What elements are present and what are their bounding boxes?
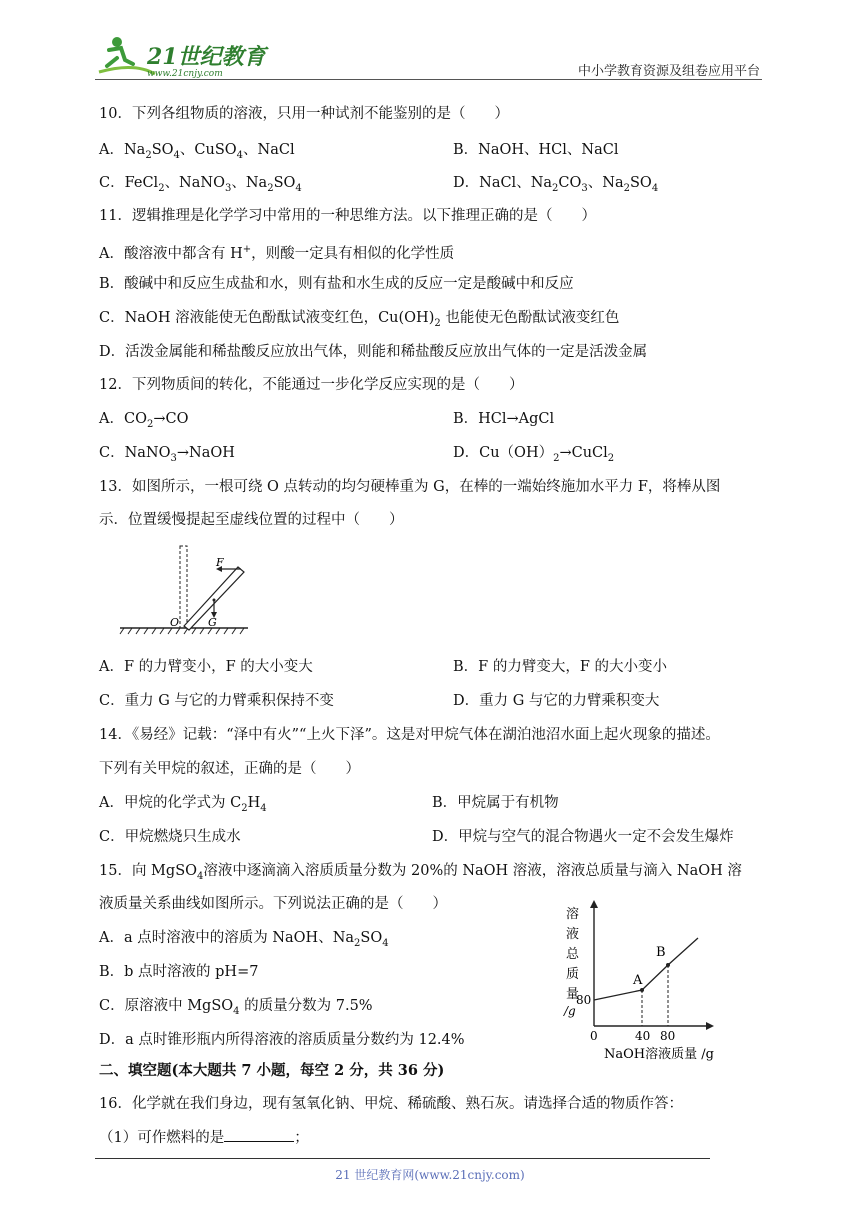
label-g: G bbox=[208, 616, 217, 629]
section-2-title: 二、填空题(本大题共 7 小题，每空 2 分，共 36 分) bbox=[99, 1062, 445, 1079]
header-divider bbox=[95, 79, 762, 80]
q10-option-a[interactable]: A．$Na_2SO_4$、CuSO$_4$、NaCl bbox=[99, 142, 295, 161]
q12-option-b[interactable]: B．HCl→AgCl bbox=[453, 411, 555, 427]
mass-graph bbox=[560, 898, 732, 1063]
q15-stem-line2: 液质量关系曲线如图所示。下列说法正确的是（ ） bbox=[99, 896, 447, 912]
q14-stem-line2: 下列有关甲烷的叙述，正确的是（ ） bbox=[99, 761, 360, 777]
xlabel: NaOH溶液质量 /g bbox=[604, 1047, 714, 1062]
q15-option-a[interactable]: A．a 点时溶液中的溶质为 NaOH、$Na_2SO_4$ bbox=[99, 930, 389, 949]
ylabel-unit: /g bbox=[564, 1004, 576, 1018]
lever-figure bbox=[118, 542, 254, 638]
y-tick-80: 80 bbox=[576, 993, 592, 1007]
platform-name: 中小学教育资源及组卷应用平台 bbox=[577, 64, 760, 79]
q15-option-d[interactable]: D．a 点时锥形瓶内所得溶液的溶质质量分数约为 12.4% bbox=[99, 1032, 465, 1048]
x-tick-40: 40 bbox=[635, 1029, 651, 1043]
q13-option-b[interactable]: B．F 的力臂变大，F 的大小变小 bbox=[453, 659, 667, 675]
footer-divider bbox=[95, 1158, 710, 1159]
q14-stem-line1: 14．《易经》记载：“泽中有火”“上火下泽”。这是对甲烷气体在湖泊池沼水面上起火现象的描述。 bbox=[99, 727, 720, 743]
q14-option-c[interactable]: C．甲烷燃烧只生成水 bbox=[99, 829, 241, 845]
footer-text[interactable]: 21 世纪教育网(www.21cnjy.com) bbox=[335, 1168, 525, 1182]
q12-option-a[interactable]: A．$CO_2\to CO$ bbox=[99, 411, 189, 430]
q12-option-c[interactable]: C．NaNO$_3$→NaOH bbox=[99, 445, 235, 464]
ylabel-char-5: 量 bbox=[566, 987, 580, 1002]
q13-option-a[interactable]: A．F 的力臂变小，F 的大小变大 bbox=[99, 659, 313, 675]
q13-stem-line1: 13．如图所示，一根可绕 O 点转动的均匀硬棒重为 G，在棒的一端始终施加水平力 F，将棒从图 bbox=[99, 479, 721, 495]
q10-option-d[interactable]: D．NaCl、$Na_2CO_3$、$Na_2SO_4$ bbox=[453, 175, 659, 194]
site-logo[interactable] bbox=[95, 32, 295, 84]
logo-text: 21世纪教育 bbox=[147, 44, 266, 70]
q15-option-b[interactable]: B．b 点时溶液的 pH=7 bbox=[99, 964, 259, 980]
q11-option-a[interactable]: A．酸溶液中都含有 H+，则酸一定具有相似的化学性质 bbox=[99, 244, 455, 262]
q10-option-b[interactable]: B．NaOH、HCl、NaCl bbox=[453, 142, 619, 158]
q11-option-b[interactable]: B．酸碱中和反应生成盐和水，则有盐和水生成的反应一定是酸碱中和反应 bbox=[99, 276, 574, 292]
ylabel-char-4: 质 bbox=[566, 967, 580, 982]
ylabel-char-1: 溶 bbox=[566, 907, 580, 922]
q11-option-c[interactable]: C．NaOH 溶液能使无色酚酞试液变红色，$Cu(OH)_2$ 也能使无色酚酞试液变红色 bbox=[99, 310, 620, 329]
x-tick-80: 80 bbox=[660, 1029, 676, 1043]
label-o: O bbox=[170, 616, 180, 629]
point-b-label: B bbox=[656, 945, 666, 960]
ylabel-char-2: 液 bbox=[566, 927, 580, 942]
q10-stem: 10．下列各组物质的溶液，只用一种试剂不能鉴别的是（ ） bbox=[99, 106, 509, 122]
logo-url: www.21cnjy.com bbox=[147, 69, 223, 79]
q13-stem-line2: 示．位置缓慢提起至虚线位置的过程中（ ） bbox=[99, 512, 404, 528]
q13-option-c[interactable]: C．重力 G 与它的力臂乘积保持不变 bbox=[99, 693, 334, 709]
q13-option-d[interactable]: D．重力 G 与它的力臂乘积变大 bbox=[453, 693, 660, 709]
point-a-label: A bbox=[633, 973, 643, 988]
q16-sub1-blank[interactable] bbox=[224, 1127, 294, 1142]
ylabel-char-3: 总 bbox=[566, 947, 580, 962]
q12-option-d[interactable]: D．$Cu(OH)_2\to CuCl_2$ bbox=[453, 445, 615, 464]
q16-stem: 16．化学就在我们身边，现有氢氧化钠、甲烷、稀硫酸、熟石灰。请选择合适的物质作答： bbox=[99, 1096, 683, 1112]
q11-option-d[interactable]: D．活泼金属能和稀盐酸反应放出气体，则能和稀盐酸反应放出气体的一定是活泼金属 bbox=[99, 344, 648, 360]
q14-option-b[interactable]: B．甲烷属于有机物 bbox=[432, 795, 559, 811]
label-f: F bbox=[216, 556, 224, 569]
q15-stem-line1: 15．向 MgSO$_4$溶液中逐滴滴入溶质质量分数为 20%的 NaOH 溶液，溶液总质量与滴入 NaOH 溶 bbox=[99, 863, 742, 882]
q11-stem: 11．逻辑推理是化学学习中常用的一种思维方法。以下推理正确的是（ ） bbox=[99, 208, 596, 224]
q15-option-c[interactable]: C．原溶液中 MgSO$_4$ 的质量分数为 7.5% bbox=[99, 998, 373, 1017]
q16-sub1: （1）可作燃料的是 ； bbox=[99, 1127, 309, 1148]
q10-option-c[interactable]: C．FeCl$_2$、NaNO$_3$、$Na_2SO_4$ bbox=[99, 175, 302, 194]
q14-option-a[interactable]: A．甲烷的化学式为 $C_2H_4$ bbox=[99, 795, 267, 814]
origin-label: 0 bbox=[590, 1029, 598, 1043]
q14-option-d[interactable]: D．甲烷与空气的混合物遇火一定不会发生爆炸 bbox=[432, 829, 734, 845]
q12-stem: 12．下列物质间的转化，不能通过一步化学反应实现的是（ ） bbox=[99, 377, 524, 393]
